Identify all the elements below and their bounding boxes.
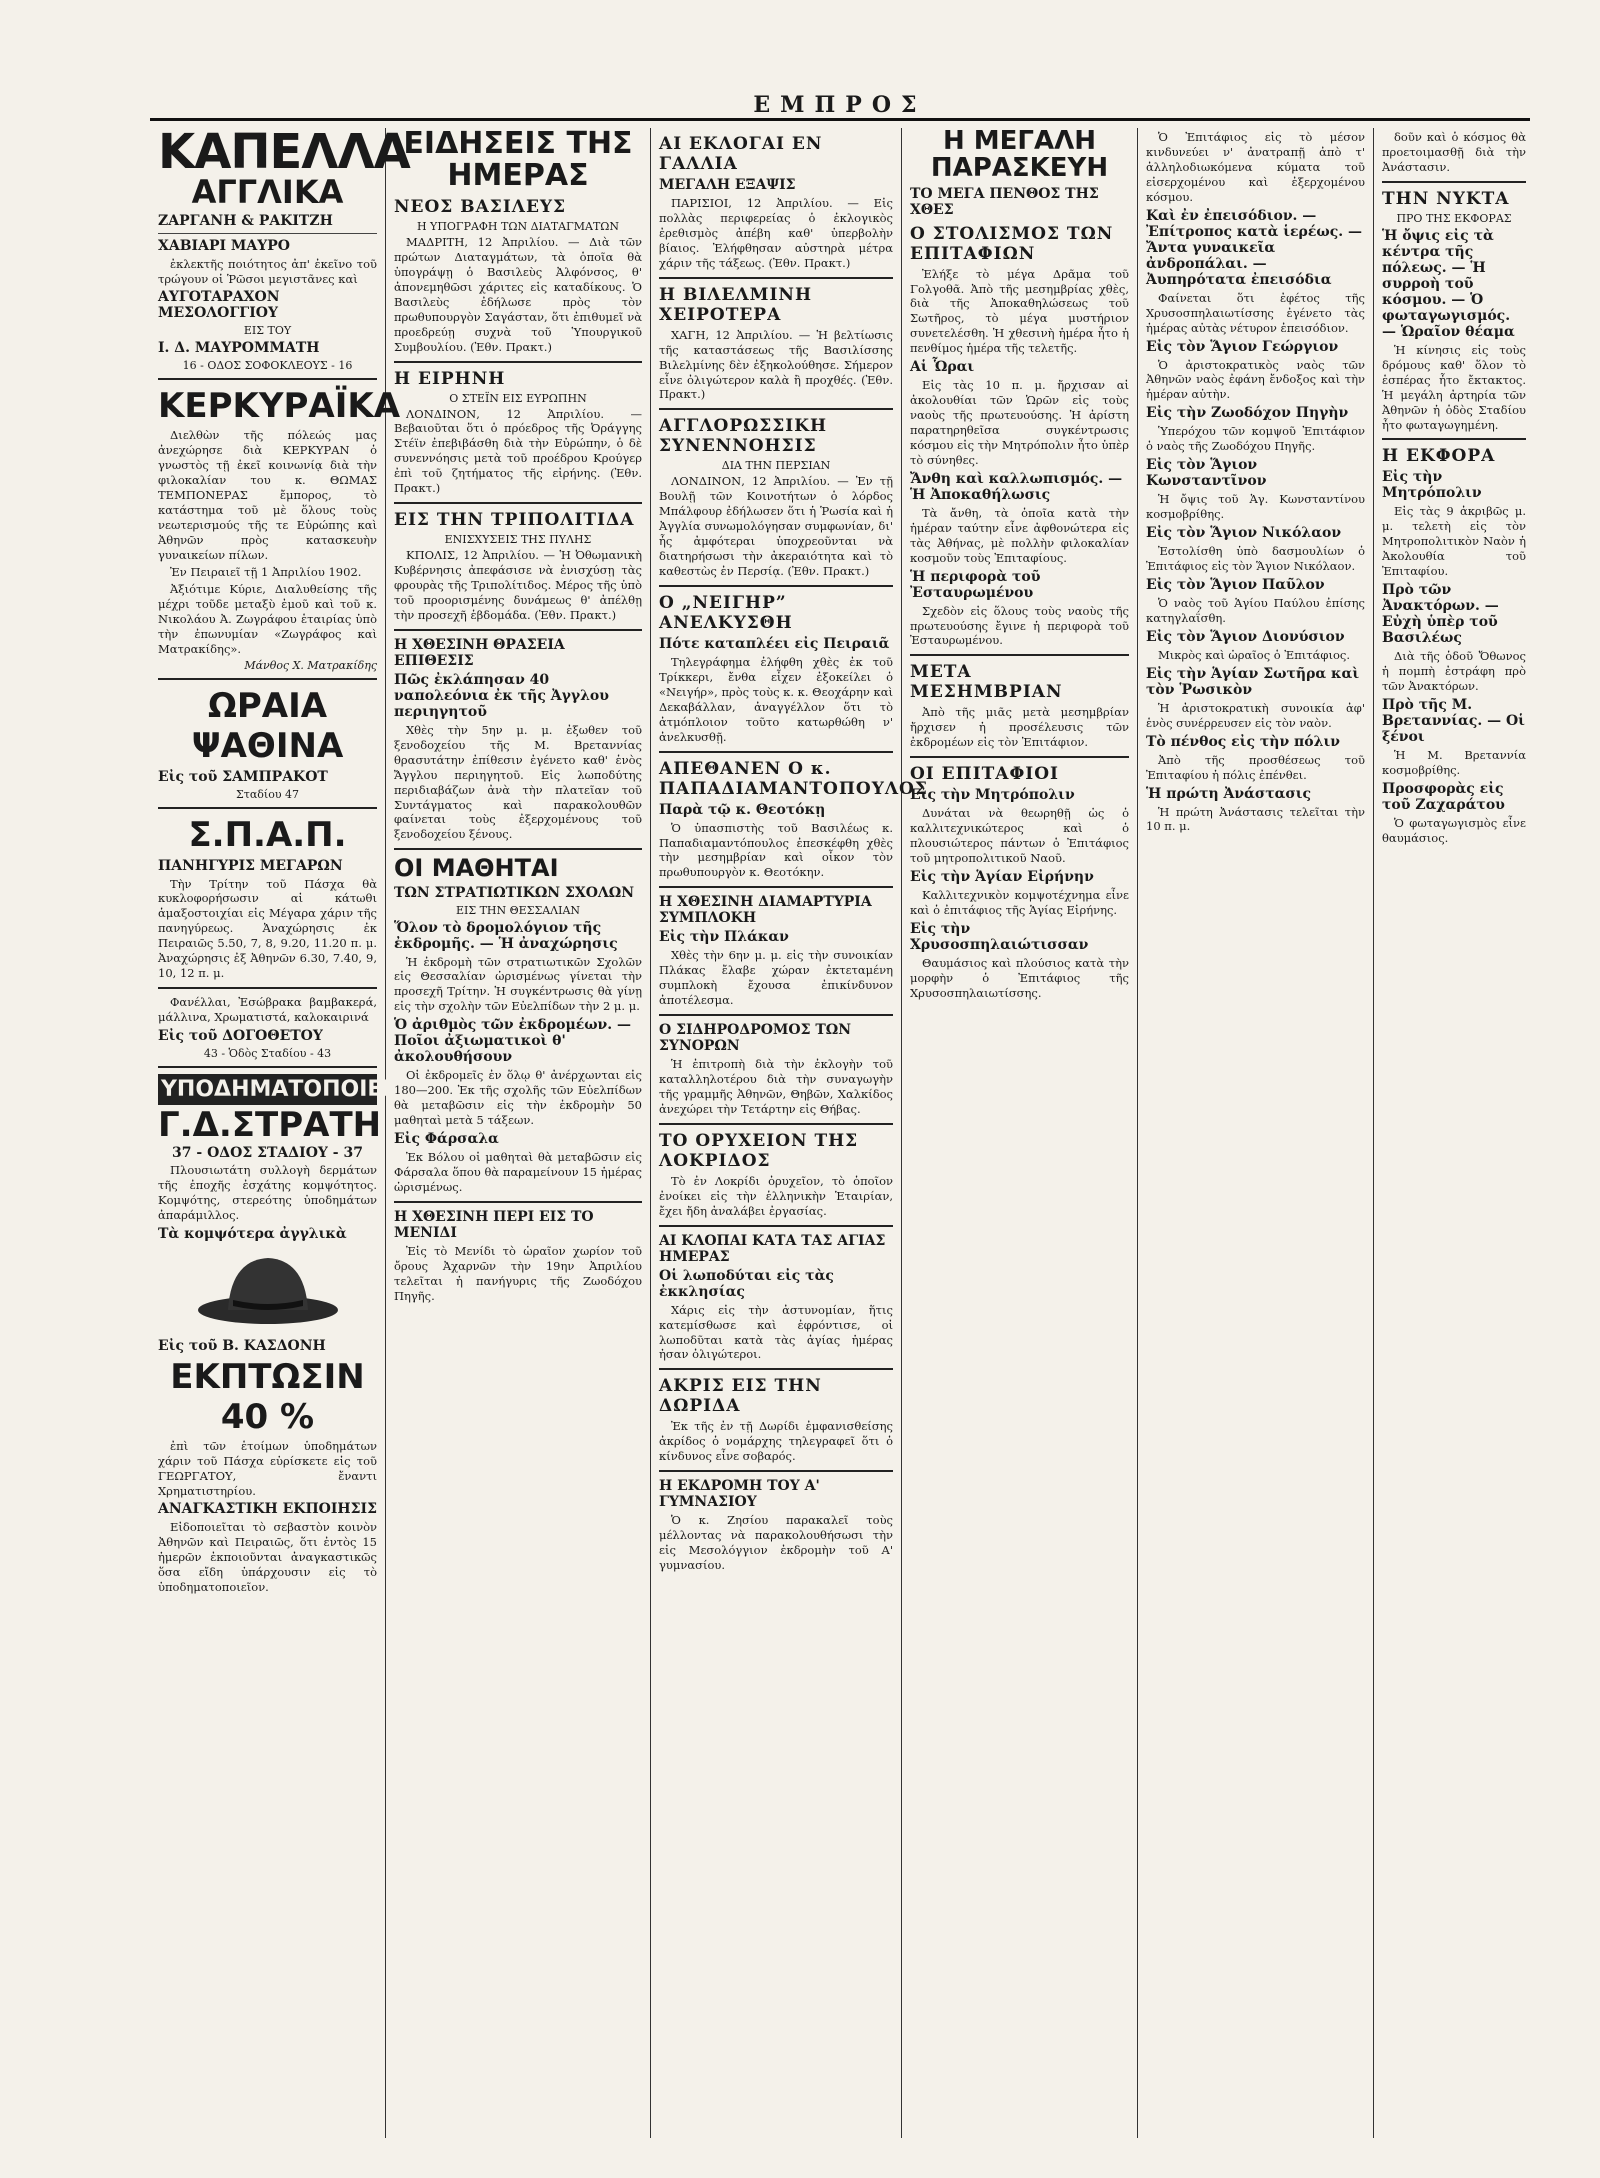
ad-roe-title: ΑΥΓΟΤΑΡΑΧΟΝ ΜΕΣΟΛΟΓΓΙΟΥ	[158, 289, 280, 322]
ad-english-hats-at: Εἰς τοῦ Β. ΚΑΣΔΟΝΗ	[158, 1337, 326, 1354]
churches-body11: Ἡ πρώτη Ἀνάστασις τελεῖται τὴν 10 π. μ.	[1146, 804, 1365, 834]
churches-lede4: Εἰς τὸν Ἅγιον Κωνσταντῖνον	[1146, 457, 1267, 490]
article-farsala-body: Ἐκ Βόλου οἱ μαθηταὶ θὰ μεταβῶσιν εἰς Φάρσαλα ὅπου θὰ παραμείνουν 15 ἡμέρας ὡρισμένως.	[394, 1150, 642, 1194]
article-students-lede: Ὅλον τὸ δρομολόγιον τῆς ἐκδρομῆς. — Ἡ ἀναχώρησις	[394, 919, 618, 952]
churches-lede7: Εἰς τὸν Ἅγιον Διονύσιον	[1146, 628, 1345, 645]
article-peace-title: Η ΕΙΡΗΝΗ	[394, 368, 506, 389]
article-brawl-body: Χθὲς τὴν 6ην μ. μ. εἰς τὴν συνοικίαν Πλάκας ἔλαβε χώραν ἐκτεταμένη συμπλοκὴ ἔχουσα ἐπικίνδυνον ἀποτέλεσμα.	[659, 948, 893, 1008]
ad-discount-title: ΕΚΠΤΩΣΙΝ 40 %	[170, 1356, 365, 1437]
article-students-lede2: Ὁ ἀριθμὸς τῶν ἐκδρομέων. — Ποῖοι ἀξιωματικοὶ θ' ἀκολουθήσουν	[394, 1017, 632, 1066]
column-telegrams	[651, 128, 928, 2138]
good-friday-subtitle2: Ο ΣΤΟΛΙΣΜΟΣ ΤΩΝ ΕΠΙΤΑΦΙΩΝ	[910, 223, 1114, 264]
ad-shoes-title: ΥΠΟΔΗΜΑΤΟΠΟΙΕΙΟΝ	[158, 1074, 377, 1105]
article-locust-body: Ἐκ τῆς ἐν τῇ Δωρίδι ἐμφανισθείσης ἀκρίδος ὁ νομάρχης τηλεγραφεῖ ὅτι ὁ κίνδυνος εἶνε σοβαρός.	[659, 1419, 893, 1464]
article-students-body2: Οἱ ἐκδρομεῖς ἐν ὅλῳ θ' ἀνέρχωνται εἰς 180—200. Ἐκ τῆς σχολῆς τῶν Εὐελπίδων θὰ μεταβῶσιν εἰς τὴν ἐκδρομὴν 50 μαθηταὶ μετὰ 5 τάξεων.	[394, 1068, 642, 1128]
ad-kerkyra-body: Διελθὼν τῆς πόλεώς μας ἀνεχώρησε διὰ ΚΕΡΚΥΡΑΝ ὁ γνωστὸς τῇ ἐκεῖ κοινωνίᾳ διὰ τὴν φιλοκαλίαν του κ. ΘΩΜΑΣ ΤΕΜΠΟΝΕΡΑΣ ἔμπορος, τὸ κατάστημα τοῦ μὲ ὅλους τοὺς νεωτερισμούς τῆς τε Εὐρώπης καὶ Ἀθηνῶν πρὸς κατασκευὴν γυναικείων πίλων.	[158, 428, 377, 562]
article-elections-body: ΠΑΡΙΣΙΟΙ, 12 Ἀπριλίου. — Εἰς πολλὰς περιφερείας ὁ ἐκλογικὸς ἐρεθισμὸς ἀπέβη καθ' ὑπερβολὴν βίαιος. Ἐλήφθησαν αὐστηρὰ μέτρα χάριν τῆς τάξεως. (Ἐθν. Πρακτ.)	[659, 196, 893, 270]
column-good-friday	[902, 128, 1138, 2138]
good-friday-lede4: Εἰς τὴν Μητρόπολιν	[910, 787, 1075, 804]
article-tripoli-body: ΚΠΟΛΙΣ, 12 Ἀπριλίου. — Ἡ Ὀθωμανικὴ Κυβέρνησις ἀπεφάσισε νὰ ἐνισχύσῃ τὰς φρουρὰς τῆς Τριπολίτιδος. Μέρος τῆς ὑπὸ τοῦ προορισμένης δυνάμεως θ' ἀπέλθῃ τὴν προσεχῆ ἑβδομάδα. (Ἐθν. Πρακτ.)	[394, 548, 642, 622]
ad-caviar-title: ΧΑΒΙΑΡΙ ΜΑΥΡΟ	[158, 237, 290, 254]
good-friday-body2: Εἰς τὰς 10 π. μ. ἤρχισαν αἱ ἀκολουθίαι τῶν Ὡρῶν εἰς τοὺς ναοὺς τῆς πρωτευούσης. Ἡ ἀρίστη παρατηρηθεῖσα συγκέντρωσις κόσμου εἰς τὴν Μητρόπολιν ἦτο ὑπὲρ τὸ σύνηθες.	[910, 378, 1129, 467]
churches-body7: Ὁ ναὸς τοῦ Ἁγίου Παύλου ἐπίσης κατηγλαΐσθη.	[1146, 595, 1365, 625]
good-friday-body4: Σχεδὸν εἰς ὅλους τοὺς ναοὺς τῆς πρωτευούσης ἔγινε ἡ περιφορὰ τοῦ Ἐσταυρωμένου.	[910, 603, 1129, 648]
article-menidi-body: Ἐἰς τὸ Μενίδι τὸ ὡραῖον χωρίον τοῦ ὄρους Ἀχαρνῶν τὴν 19ην Ἀπριλίου τελεῖται ἡ πανήγυρις τῆς Ζωοδόχου Πηγῆς.	[394, 1243, 642, 1303]
article-attack-title: Η ΧΘΕΣΙΝΗ ΘΡΑΣΕΙΑ ΕΠΙΘΕΣΙΣ	[394, 636, 565, 669]
churches-lede9: Τὸ πένθος εἰς τὴν πόλιν	[1146, 733, 1340, 750]
procession-lede1: Εἰς τὴν Μητρόπολιν	[1382, 469, 1482, 502]
ad-letter-signature: Μάνθος Χ. Ματρακίδης	[244, 658, 377, 672]
procession-body3: Ἡ Μ. Βρεταννία κοσμοβρίθης.	[1382, 747, 1526, 777]
article-tripoli-subtitle: ΕΝΙΣΧΥΣΕΙΣ ΤΗΣ ΠΥΛΗΣ	[444, 533, 592, 547]
article-anglorussian-title: ΑΓΓΛΟΡΩΣΣΙΚΗ ΣΥΝΕΝΝΟΗΣΙΣ	[659, 416, 828, 457]
ad-flannel-body: Φανέλλαι, Ἐσώβρακα βαμβακερά, μάλλινα, Χρωματιστά, καλοκαιρινά	[158, 995, 377, 1025]
article-attack-subtitle: Πῶς ἐκλάπησαν 40 ναπολεόνια ἐκ τῆς Ἀγγλου περιηγητοῦ	[394, 671, 609, 720]
good-friday-lede1: Αἱ Ὧραι	[910, 359, 975, 376]
churches-lede8: Εἰς τὴν Ἁγίαν Σωτῆρα καὶ τὸν Ῥωσικὸν	[1146, 665, 1360, 698]
good-friday-body1: Ἐλήξε τὸ μέγα Δρᾶμα τοῦ Γολγοθᾶ. Ἀπὸ τῆς μεσημβρίας χθὲς, διὰ τῆς Ἀποκαθηλώσεως τοῦ Σωτῆρος, τὸ μέγα μυστήριον συνετελέσθη. Ἡ χθεσινὴ ἡμέρα ἦτο ἡ πενθίμος ἡμέρα τῆς τελετῆς.	[910, 266, 1129, 356]
ad-railway-body: Τὴν Τρίτην τοῦ Πάσχα θὰ κυκλοφορήσωσιν αἱ κάτωθι ἁμαξοστοιχίαι εἰς Μέγαρα χάριν τῆς πανηγύρεως. Ἀναχώρησις ἐκ Πειραιῶς 5.50, 7, 8, 9.20, 11.20 π. μ. Ἀναχώρησις ἐξ Ἀθηνῶν 6.30, 7.40, 9, 10, 12 π. μ.	[158, 876, 377, 981]
article-mine-body: Τὸ ἐν Λοκρίδι ὀρυχεῖον, τὸ ὁποῖον ἐνοίκει εἰς τὴν ἑλληνικὴν Ἑταιρίαν, ἔχει ἤδη ἀναλάβει ἐργασίας.	[659, 1173, 893, 1218]
churches-body3: Ὁ ἀριστοκρατικὸς ναὸς τῶν Ἀθηνῶν ναὸς ἐφάνη ἔνδοξος καὶ τὴν ἡμέραν αὐτὴν.	[1146, 357, 1365, 402]
ad-liquidation-body: Εἰδοποιεῖται τὸ σεβαστὸν κοινὸν Ἀθηνῶν καὶ Πειραιῶς, ὅτι ἐντὸς 15 ἡμερῶν ἐκποιοῦνται ἀναγκαστικῶς ὅσα εἴδη ὑπάρχουσιν εἰς τὸ ὑποδηματοποιεῖον.	[158, 1520, 377, 1595]
ad-shoes-address: 37 - ΟΔΟΣ ΣΤΑΔΙΟΥ - 37	[172, 1144, 363, 1161]
article-mine-title: ΤΟ ΟΡΥΧΕΙΟΝ ΤΗΣ ΛΟΚΡΙΔΟΣ	[659, 1130, 859, 1171]
article-brawl-title: Η ΧΘΕΣΙΝΗ ΔΙΑΜΑΡΤΥΡΙΑ ΣΥΜΠΛΟΚΗ	[659, 894, 872, 927]
article-elections-subtitle: ΜΕΓΑΛΗ ΕΞΑΨΙΣ	[659, 177, 796, 193]
night-top: δοῦν καὶ ὁ κόσμος θὰ προετοιμασθῇ διὰ τὴν Ἀνάστασιν.	[1382, 130, 1526, 174]
churches-body5: Ἡ ὄψις τοῦ Ἁγ. Κωνσταντίνου κοσμοβρίθης.	[1146, 492, 1365, 522]
ad-railway-subtitle: ΠΑΝΗΓΥΡΙΣ ΜΕΓΑΡΩΝ	[158, 857, 343, 874]
night-body1: Ἡ κίνησις εἰς τοὺς δρόμους καθ' ὅλον τὸ ἑσπέρας ἦτο ἔκτακτος. Ἡ μεγάλη ἀρτηρία τῶν Ἀθηνῶν ἡ ὁδὸς Σταδίου ἦτο φωταγωγημένη.	[1382, 342, 1526, 432]
procession-body1: Εἰς τὰς 9 ἀκριβῶς μ. μ. τελετὴ εἰς τὸν Μητροπολιτικὸν Ναὸν ἡ Ἀκολουθία τοῦ Ἐπιταφίου.	[1382, 504, 1526, 579]
article-thefts-body: Χάρις εἰς τὴν ἀστυνομίαν, ἥτις κατεμίσθωσε καὶ ἐφρόντισε, οἱ λωποδῦται κατὰ τὰς ἁγίας ἡμέρας ἠσαν ὀλιγώτεροι.	[659, 1302, 893, 1362]
article-menidi-title: Η ΧΘΕΣΙΝΗ ΠΕΡΙ ΕΙΣ ΤΟ ΜΕΝΙΔΙ	[394, 1208, 594, 1241]
article-railway-title: Ο ΣΙΔΗΡΟΔΡΟΜΟΣ ΤΩΝ ΣΥΝΟΡΩΝ	[659, 1022, 852, 1055]
article-tripoli-title: ΕΙΣ ΤΗΝ ΤΡΙΠΟΛΙΤΙΔΑ	[394, 510, 635, 531]
churches-lede10: Ἡ πρώτη Ἀνάστασις	[1146, 785, 1312, 802]
article-papadiamantopoulos-body: Ὁ ὑπασπιστὴς τοῦ Βασιλέως κ. Παπαδιαμαντόπουλος ἐπεσκέφθη χθὲς τὴν μεσημβρίαν καὶ οἶκον τὸν πρωθυπουργὸν κ. Θεοτόκην.	[659, 820, 893, 880]
article-thefts-title: ΑΙ ΚΛΟΠΑΙ ΚΑΤΑ ΤΑΣ ΑΓΙΑΣ ΗΜΕΡΑΣ	[659, 1232, 886, 1265]
procession-lede3: Πρὸ τῆς Μ. Βρεταννίας. — Οἱ ξένοι	[1382, 696, 1525, 745]
ad-straw-address: Σταδίου 47	[235, 787, 300, 801]
hat-illustration	[193, 1250, 343, 1330]
churches-body8: Μικρὸς καὶ ὡραῖος ὁ Ἐπιτάφιος.	[1158, 647, 1350, 662]
good-friday-body6: Δυνάται νὰ θεωρηθῇ ὡς ὁ καλλιτεχνικώτερος καὶ ὁ πλουσιώτερος πάντων ὁ Ἐπιτάφιος τοῦ μητροπολιτικοῦ Ναοῦ.	[910, 806, 1129, 866]
night-title: ΤΗΝ ΝΥΚΤΑ	[1382, 188, 1510, 209]
churches-lede2: Εἰς τὸν Ἅγιον Γεώργιον	[1146, 338, 1339, 355]
article-king-subtitle: Η ΥΠΟΓΡΑΦΗ ΤΩΝ ΔΙΑΤΑΓΜΑΤΩΝ	[416, 220, 620, 233]
ad-roe-at: ΕΙΣ ΤΟΥ	[243, 324, 292, 338]
ad-roe-address: 16 - ΟΔΟΣ ΣΟΦΟΚΛΕΟΥΣ - 16	[182, 359, 353, 373]
ad-hats-title: ΚΑΠΕΛΛΑ	[158, 124, 410, 180]
good-friday-lede6: Εἰς τὴν Χρυσοσπηλαιώτισσαν	[910, 920, 1089, 953]
article-wilhelmina-title: Η ΒΙΛΕΛΜΙΝΗ ΧΕΙΡΟΤΕΡΑ	[659, 284, 813, 325]
article-anglorussian-body: ΛΟΝΔΙΝΟΝ, 12 Ἀπριλίου. — Ἐν τῇ Βουλῇ τῶν Κοινοτήτων ὁ λόρδος Μπάλφουρ ἐδήλωσεν ὅτι ἡ Ῥωσία καὶ ἡ Ἀγγλία συνωμολόγησαν συμφωνίαν, δι' ἧς ἀμφότεραι ὑποχρεοῦνται νὰ διατηρήσωσι τὴν ἀκεραιότητα καὶ τὸ καθεστὼς ἐν Περσίᾳ. (Ἐθν. Πρακτ.)	[659, 474, 893, 578]
article-railway-body: Ἡ ἐπιτροπὴ διὰ τὴν ἐκλογὴν τοῦ καταλληλοτέρου διὰ τὴν συναγωγὴν τῆς γραμμῆς Ἀθηνῶν, Θηβῶν, Χαλκίδος ἀνεχώρει τὴν Τετάρτην εἰς Θήβας.	[659, 1057, 893, 1116]
ad-straw-at: Εἰς τοῦ ΣΑΜΠΡΑΚΟΤ	[158, 768, 328, 785]
churches-body1: Ὁ Ἐπιτάφιος εἰς τὸ μέσον κινδυνεύει ν' ἀνατραπῇ ἀπὸ τ' ἀλληλοδιωκόμενα κύματα τοῦ εἰσερχομένου καὶ ἐξερχομένου κόσμου.	[1146, 130, 1365, 204]
article-niger-title: Ο „ΝΕΙΓΗΡ” ΑΝΕΛΚΥΣΘΗ	[659, 592, 793, 633]
article-peace-subtitle: Ο ΣΤΕΪΝ ΕΙΣ ΕΥΡΩΠΗΝ	[449, 391, 587, 405]
churches-lede6: Εἰς τὸν Ἅγιον Παῦλον	[1146, 576, 1325, 593]
article-king-title: ΝΕΟΣ ΒΑΣΙΛΕΥΣ	[394, 197, 567, 217]
churches-lede5: Εἰς τὸν Ἅγιον Νικόλαον	[1146, 525, 1342, 542]
article-locust-title: ΑΚΡΙΣ ΕΙΣ ΤΗΝ ΔΩΡΙΔΑ	[659, 1376, 822, 1417]
good-friday-body5: Ἀπὸ τῆς μιᾶς μετὰ μεσημβρίαν ἤρχισεν ἡ προσέλευσις τῶν ἐκδρομέων εἰς τὸν Ἐπιτάφιον.	[910, 705, 1129, 750]
good-friday-lede3: Ἡ περιφορὰ τοῦ Ἐσταυρωμένου	[910, 568, 1041, 601]
ad-flannel-at: Εἰς τοῦ ΔΟΓΟΘΕΤΟΥ	[158, 1027, 323, 1044]
ad-liquidation-title: ΑΝΑΓΚΑΣΤΙΚΗ ΕΚΠΟΙΗΣΙΣ	[158, 1501, 378, 1518]
churches-body4: Ὑπερόχου τῶν κομψοῦ Ἐπιτάφιον ὁ ναὸς τῆς Ζωοδόχου Πηγῆς.	[1146, 424, 1365, 454]
article-attack-body: Χθὲς τὴν 5ην μ. μ. ἐξωθεν τοῦ ξενοδοχείου τῆς Μ. Βρεταννίας θρασυτάτην ἐπίθεσιν ἐγένετο καθ' ἑνὸς Ἄγγλου περιηγητοῦ. Εἰς λωποδύτης περιδιαβάζων ἀνὰ τὴν πλατεῖαν τοῦ Συντάγματος καὶ παρακολουθῶν φαίνεται τοὺς ἐξερχομένους τοῦ ξενοδοχείου ξένους.	[394, 722, 642, 842]
article-anglorussian-subtitle: ΔΙΑ ΤΗΝ ΠΕΡΣΙΑΝ	[721, 459, 831, 473]
ad-shoes-name: Γ.Δ.ΣΤΡΑΤΗ	[158, 1104, 382, 1145]
churches-body2: Φαίνεται ὅτι ἐφέτος τῆς Χρυσοσπηλαιωτίσσης ἐγένετο τὰς ἡμέρας αὐτὰς νέτυρον ἐπεισόδιον.	[1146, 290, 1365, 335]
article-wilhelmina-body: ΧΑΓΗ, 12 Ἀπριλίου. — Ἡ βελτίωσις τῆς καταστάσεως τῆς Βασιλίσσης Βιλελμίνης δὲν ἐξηκολούθησε. Σήμερον εἶνε ὀλιγώτερον καλὰ ἢ προχθές. (Ἐθν. Πρακτ.)	[659, 327, 893, 402]
procession-lede4: Προσφορὰς εἰς τοῦ Ζαχαράτου	[1382, 780, 1505, 813]
churches-lede1: Καὶ ἐν ἐπεισόδιον. — Ἐπίτροπος κατὰ ἱερέως. — Ἄντα γυναικεῖα ἀνδροπάλαι. — Ἀυπηρότατα ἐπεισόδια	[1146, 207, 1362, 288]
churches-lede3: Εἰς τὴν Ζωοδόχον Πηγὴν	[1146, 405, 1349, 422]
ad-roe-name: Ι. Δ. ΜΑΥΡΟΜΜΑΤΗ	[158, 340, 320, 357]
good-friday-lede2: Ἄνθη καὶ καλλωπισμός. — Ἡ Ἀποκαθήλωσις	[910, 470, 1123, 503]
ad-hats-firm: ΖΑΡΓΑΝΗ & ΡΑΚΙΤΖΗ	[158, 212, 333, 229]
procession-lede2: Πρὸ τῶν Ἀνακτόρων. — Εὐχὴ ὑπὲρ τοῦ Βασιλέως	[1382, 582, 1499, 647]
ad-letter-body: Ἀξιότιμε Κύριε, Διαλυθείσης τῆς μέχρι τοῦδε μεταξὺ ἐμοῦ καὶ τοῦ κ. Νικολάου Ἀ. Ζωγράφου ἑταιρίας ὑπὸ τὴν ἐπωνυμίαν «Ζωγράφος καὶ Ματρακίδης».	[158, 581, 377, 656]
column-churches	[1138, 128, 1374, 2138]
ad-discount-body: ἐπὶ τῶν ἑτοίμων ὑποδημάτων χάριν τοῦ Πάσχα εὑρίσκετε εἰς τοῦ ΓΕΩΡΓΑΤΟΥ, ἔναντι Χρηματιστηρίου.	[158, 1438, 377, 1498]
article-thefts-lede: Οἱ λωποδύται εἰς τὰς ἐκκλησίας	[659, 1267, 834, 1300]
good-friday-title: Η ΜΕΓΑΛΗ ΠΑΡΑΣΚΕΥΗ	[930, 126, 1109, 184]
article-students-subtitle: ΤΩΝ ΣΤΡΑΤΙΩΤΙΚΩΝ ΣΧΟΛΩΝ	[394, 884, 635, 901]
ad-hats-subtitle: ΑΓΓΛΙΚΑ	[191, 173, 344, 211]
article-students-body: Ἡ ἐκδρομὴ τῶν στρατιωτικῶν Σχολῶν εἰς Θεσσαλίαν ὡρισμένως γίνεται τὴν προσεχῆ Τρίτην. Ἡ συγκέντρωσις θὰ γίνῃ εἰς τὴν σχολὴν τῶν Εὐελπίδων τὴν 2 μ. μ.	[394, 954, 642, 1014]
article-papadiamantopoulos-title: ΑΠΕΘΑΝΕΝ Ο κ. ΠΑΠΑΔΙΑΜΑΝΤΟΠΟΥΛΟΣ	[659, 758, 928, 799]
article-excursion-body: Ὁ κ. Ζησίου παρακαλεῖ τοὺς μέλλοντας νὰ παρακολουθήσωσι τὴν εἰς Μεσολόγγιον ἐκδρομὴν τοῦ Α' γυμνασίου.	[659, 1513, 893, 1572]
good-friday-body3: Τὰ ἄνθη, τὰ ὁποῖα κατὰ τὴν ἡμέραν ταύτην εἶνε ἀφθονώτερα εἰς τὰς Ἀθήνας, μὲ πολλὴν φιλοκαλίαν κοσμοῦν τοὺς Ἐπιταφίους.	[910, 505, 1129, 565]
article-farsala-title: Εἰς Φάρσαλα	[394, 1131, 499, 1147]
churches-body10: Ἀπὸ τῆς προσθέσεως τοῦ Ἐπιταφίου ἡ πόλις ἐπένθει.	[1146, 752, 1365, 782]
ad-shoes-body: Πλουσιωτάτη συλλογὴ δερμάτων τῆς ἐποχῆς ἐσχάτης κομψότητος. Κομψότης, στερεότης ὑποδημάτων ἀπαράμιλλος.	[158, 1162, 377, 1222]
article-king-body: ΜΑΔΡΙΤΗ, 12 Ἀπριλίου. — Διὰ τῶν πρώτων Διαταγμάτων, τὰ ὁποῖα θὰ ὑπογράψῃ ὁ Βασιλεὺς Ἀλφόνσος, θ' ἀπονεμηθῶσι χάριτες εἰς καταδίκους. Ὁ Βασιλεὺς ἐδήλωσε πρὸς τὸν πρωθυπουργὸν Σαγάσταν, ὅτι ἐπιθυμεῖ νὰ προεδρεύῃ συχνὰ τοῦ Ὑπουργικοῦ Συμβουλίου. (Ἐθν. Πρακτ.)	[394, 235, 642, 354]
newspaper-name: ΕΜΠΡΟΣ	[753, 92, 927, 118]
good-friday-epitaphs: ΟΙ ΕΠΙΤΑΦΙΟΙ	[910, 764, 1060, 785]
churches-body6: Ἐστολίσθη ὑπὸ δασμουλίων ὁ Ἐπιτάφιος εἰς τὸν Ἅγιον Νικόλαον.	[1146, 544, 1365, 573]
good-friday-lede5: Εἰς τὴν Ἁγίαν Εἰρήνην	[910, 868, 1094, 885]
masthead	[150, 92, 1530, 121]
good-friday-afternoon: ΜΕΤΑ ΜΕΣΗΜΒΡΙΑΝ	[910, 662, 1063, 703]
ad-english-hats-title: Τὰ κομψότερα ἀγγλικὰ	[158, 1225, 347, 1242]
article-brawl-lede: Εἰς τὴν Πλάκαν	[659, 929, 789, 946]
night-lede1: Ἡ ὄψις εἰς τὰ κέντρα τῆς πόλεως. — Ἡ συρροὴ τοῦ κόσμου. — Ὁ φωταγωγισμός. — Ὡραῖον θέαμα	[1382, 227, 1515, 340]
article-excursion-title: Η ΕΚΔΡΟΜΗ ΤΟΥ Α' ΓΥΜΝΑΣΙΟΥ	[659, 1478, 820, 1511]
procession-title: Η ΕΚΦΟΡΑ	[1382, 446, 1496, 467]
churches-body9: Ἡ ἀριστοκρατικὴ συνοικία ἀφ' ἑνὸς συνέρρευσεν εἰς τὸν ναὸν.	[1146, 700, 1365, 730]
column-news	[386, 128, 651, 2138]
ad-caviar-body: ἐκλεκτῆς ποιότητος ἀπ' ἐκεῖνο τοῦ τρώγουν οἱ Ῥῶσοι μεγιστᾶνες καὶ	[158, 256, 377, 286]
good-friday-body7: Καλλιτεχνικὸν κομψοτέχνημα εἶνε καὶ ὁ ἐπιτάφιος τῆς Ἁγίας Εἰρήνης.	[910, 887, 1129, 917]
night-subtitle: ΠΡΟ ΤΗΣ ΕΚΦΟΡΑΣ	[1396, 211, 1512, 225]
column-ads	[150, 124, 428, 2138]
ad-letter-date: Ἐν Πειραιεῖ τῇ 1 Ἀπριλίου 1902.	[170, 564, 362, 579]
good-friday-body8: Θαυμάσιος καὶ πλούσιος κατὰ τὴν μορφὴν ὁ Ἐπιτάφιος τῆς Χρυσοσπηλαιωτίσσης.	[910, 955, 1129, 1000]
ad-straw-title: ΩΡΑΙΑ ΨΑΘΙΝΑ	[191, 685, 344, 766]
ad-kerkyra-title: ΚΕΡΚΥΡΑΪΚΑ	[158, 386, 401, 427]
article-niger-body: Τηλεγράφημα ἐλήφθη χθὲς ἐκ τοῦ Τρίκκερι, ἔνθα εἶχεν ἐξοκείλει ὁ «Νειγήρ», πρὸς τοὺς κ. κ. Θεοχάρην καὶ Δεκαβάλλαν, ἀναγγέλλον ὅτι τὸ ἀτμόπλοιον τοῦτο κατωρθώθη ν' ἀνελκυσθῇ.	[659, 654, 893, 744]
column-night	[1374, 128, 1534, 2138]
article-peace-body: ΛΟΝΔΙΝΟΝ, 12 Ἀπριλίου. — Βεβαιοῦται ὅτι ὁ πρόεδρος τῆς Ὀράγγης Στέϊν ἐπεβιβάσθη διὰ τὴν Εὐρώπην, ὁ δὲ συνεννόησις μετὰ τοῦ προέδρου Κρούγερ ἐπὶ τοῦ ζητήματος τῆς εἰρήνης. (Ἐθν. Πρακτ.)	[394, 406, 642, 496]
procession-body2: Διὰ τῆς ὁδοῦ Ὄθωνος ἡ πομπὴ ἐστράφη πρὸ τῶν Ἀνακτόρων.	[1382, 649, 1526, 693]
procession-body4: Ὁ φωταγωγισμὸς εἶνε θαυμάσιος.	[1382, 815, 1526, 845]
good-friday-subtitle: ΤΟ ΜΕΓΑ ΠΕΝΘΟΣ ΤΗΣ ΧΘΕΣ	[910, 185, 1099, 218]
article-papadiamantopoulos-lede: Παρὰ τῷ κ. Θεοτόκῃ	[659, 801, 826, 818]
article-elections-title: ΑΙ ΕΚΛΟΓΑΙ ΕΝ ΓΑΛΛΙΑ	[659, 134, 823, 174]
news-headline: ΕΙΔΗΣΕΙΣ ΤΗΣ ΗΜΕΡΑΣ	[403, 126, 633, 193]
ad-railway-title: Σ.Π.Α.Π.	[188, 814, 347, 855]
article-students-title: ΟΙ ΜΑΘΗΤΑΙ	[394, 854, 559, 883]
article-niger-lede: Πότε καταπλέει εἰς Πειραιᾶ	[659, 635, 890, 652]
article-students-subtitle2: ΕΙΣ ΤΗΝ ΘΕΣΣΑΛΙΑΝ	[455, 903, 581, 917]
ad-flannel-address: 43 - Ὁδὸς Σταδίου - 43	[203, 1046, 332, 1060]
